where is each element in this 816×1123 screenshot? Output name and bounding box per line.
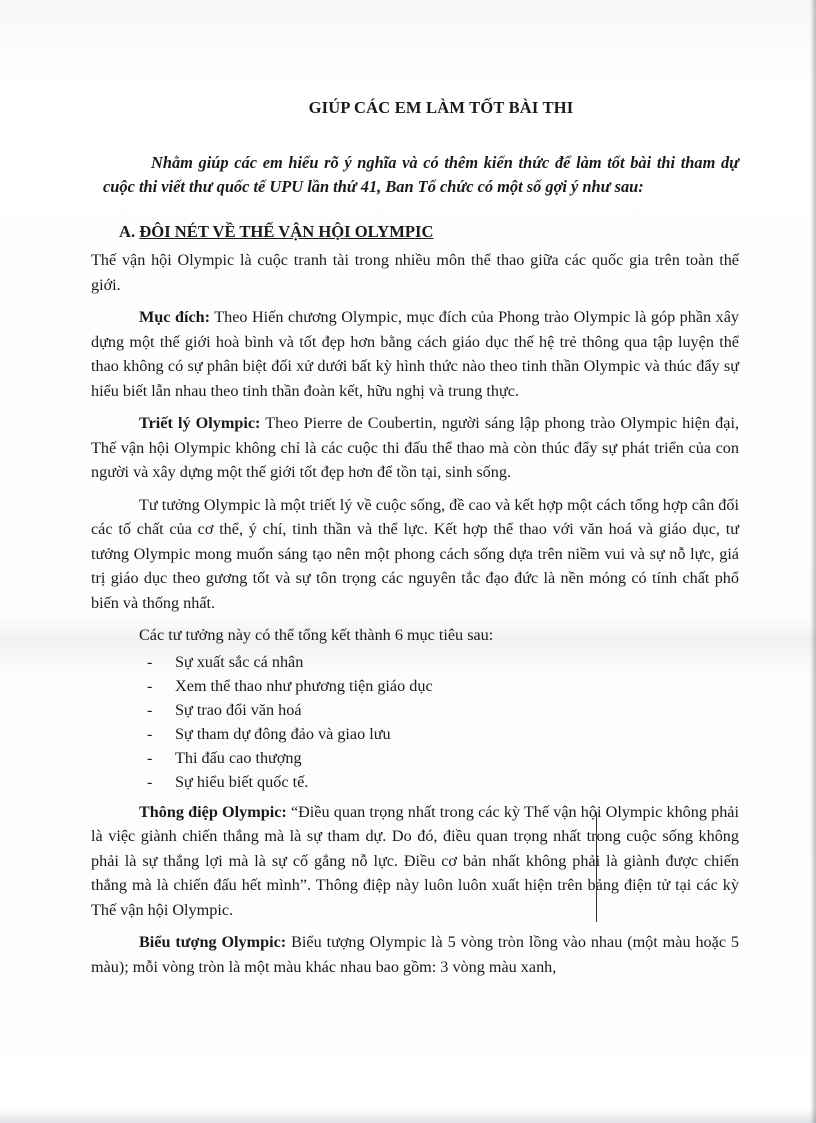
section-a-letter: A. [119, 221, 136, 241]
paragraph-symbol [91, 930, 739, 979]
page-edge-shadow-right [810, 0, 816, 1123]
philosophy-text: Theo Pierre de Coubertin, người sáng lập phong trào Olympic hiện đại, Thế vận hội Olympic không chỉ là các cuộc thi đấu thể thao mà còn thúc đẩy sự phát triển của con người và xây dựng một thế giới tốt đẹp hơn để tồn tại, sinh sống. [91, 414, 739, 481]
list-item [147, 722, 739, 746]
list-item [147, 770, 739, 794]
list-marker: - [147, 676, 153, 695]
paragraph-purpose [91, 305, 739, 403]
list-item [147, 650, 739, 674]
paragraph-message [91, 800, 739, 923]
section-a-heading [103, 220, 739, 245]
page-edge-shadow-bottom [0, 1109, 816, 1123]
philosophy-label: Triết lý Olympic: [139, 414, 261, 432]
goal-text: Sự trao đổi văn hoá [175, 700, 302, 719]
list-marker: - [147, 724, 153, 743]
paragraph-philosophy [91, 411, 739, 485]
list-item [147, 674, 739, 698]
goal-text: Xem thể thao như phương tiện giáo dục [175, 676, 433, 695]
list-item [147, 698, 739, 722]
paragraph-goals-intro: Các tư tưởng này có thể tổng kết thành 6 mục tiêu sau: [139, 626, 494, 644]
list-marker: - [147, 652, 153, 671]
symbol-text: Biểu tượng Olympic là 5 vòng tròn lồng vào nhau (một màu hoặc 5 màu); mỗi vòng tròn là một màu khác nhau bao gồm: 3 vòng màu xanh, [91, 933, 739, 976]
purpose-text: Theo Hiến chương Olympic, mục đích của Phong trào Olympic là góp phần xây dựng một thế giới hoà bình và tốt đẹp hơn bằng cách giáo dục thế hệ trẻ thông qua tập luyện thể thao không có sự phân biệt đối xử dưới bất kỳ hình thức nào theo tinh thần Olympic và thúc đẩy sự hiểu biết lẫn nhau theo tinh thần đoàn kết, hữu nghị và trung thực. [91, 308, 739, 400]
document-body [91, 96, 739, 987]
paragraph-definition: Thế vận hội Olympic là cuộc tranh tài trong nhiều môn thể thao giữa các quốc gia trên toàn thế giới. [91, 251, 739, 294]
message-text: “Điều quan trọng nhất trong các kỳ Thế vận hội Olympic không phải là việc giành chiến thắng mà là sự tham dự. Do đó, điều quan trọng nhất trong cuộc sống không phải là sự thắng lợi mà là sự cố gắng nỗ lực. Điều cơ bản nhất không phải là giành được chiến thắng mà là chiến đấu hết mình”. Thông điệp này luôn luôn xuất hiện trên bảng điện tử tại các kỳ Thế vận hội Olympic. [91, 802, 739, 919]
page-title: GIÚP CÁC EM LÀM TỐT BÀI THI [308, 98, 574, 117]
intro-paragraph: Nhằm giúp các em hiểu rõ ý nghĩa và có thêm kiến thức để làm tốt bài thi tham dự cuộc thi viết thư quốc tế UPU lần thứ 41, Ban Tổ chức có một số gợi ý như sau: [103, 152, 739, 196]
section-a-title: ĐÔI NÉT VỀ THẾ VẬN HỘI OLYMPIC [139, 221, 434, 241]
goal-text: Sự hiểu biết quốc tế. [175, 772, 309, 791]
message-label: Thông điệp Olympic: [139, 802, 287, 821]
goal-text: Sự tham dự đông đảo và giao lưu [175, 724, 391, 743]
goal-text: Thi đấu cao thượng [175, 748, 302, 767]
list-marker: - [147, 700, 153, 719]
goals-list [103, 650, 739, 794]
list-item [147, 746, 739, 770]
symbol-label: Biểu tượng Olympic: [139, 933, 287, 951]
list-marker: - [147, 748, 153, 767]
paragraph-ideology: Tư tưởng Olympic là một triết lý về cuộc sống, đề cao và kết hợp một cách tổng hợp cân đối các tố chất của cơ thể, ý chí, tinh thần và thể lực. Kết hợp thể thao với văn hoá và giáo dục, tư tưởng Olympic mong muốn sáng tạo nên một phong cách sống dựa trên niềm vui và sự nỗ lực, giá trị giáo dục theo gương tốt và sự tôn trọng các nguyên tắc đạo đức là nền móng có tính chất phổ biến và thống nhất. [91, 495, 739, 612]
goal-text: Sự xuất sắc cá nhân [175, 652, 304, 671]
list-marker: - [147, 772, 153, 791]
purpose-label: Mục đích: [139, 308, 211, 326]
